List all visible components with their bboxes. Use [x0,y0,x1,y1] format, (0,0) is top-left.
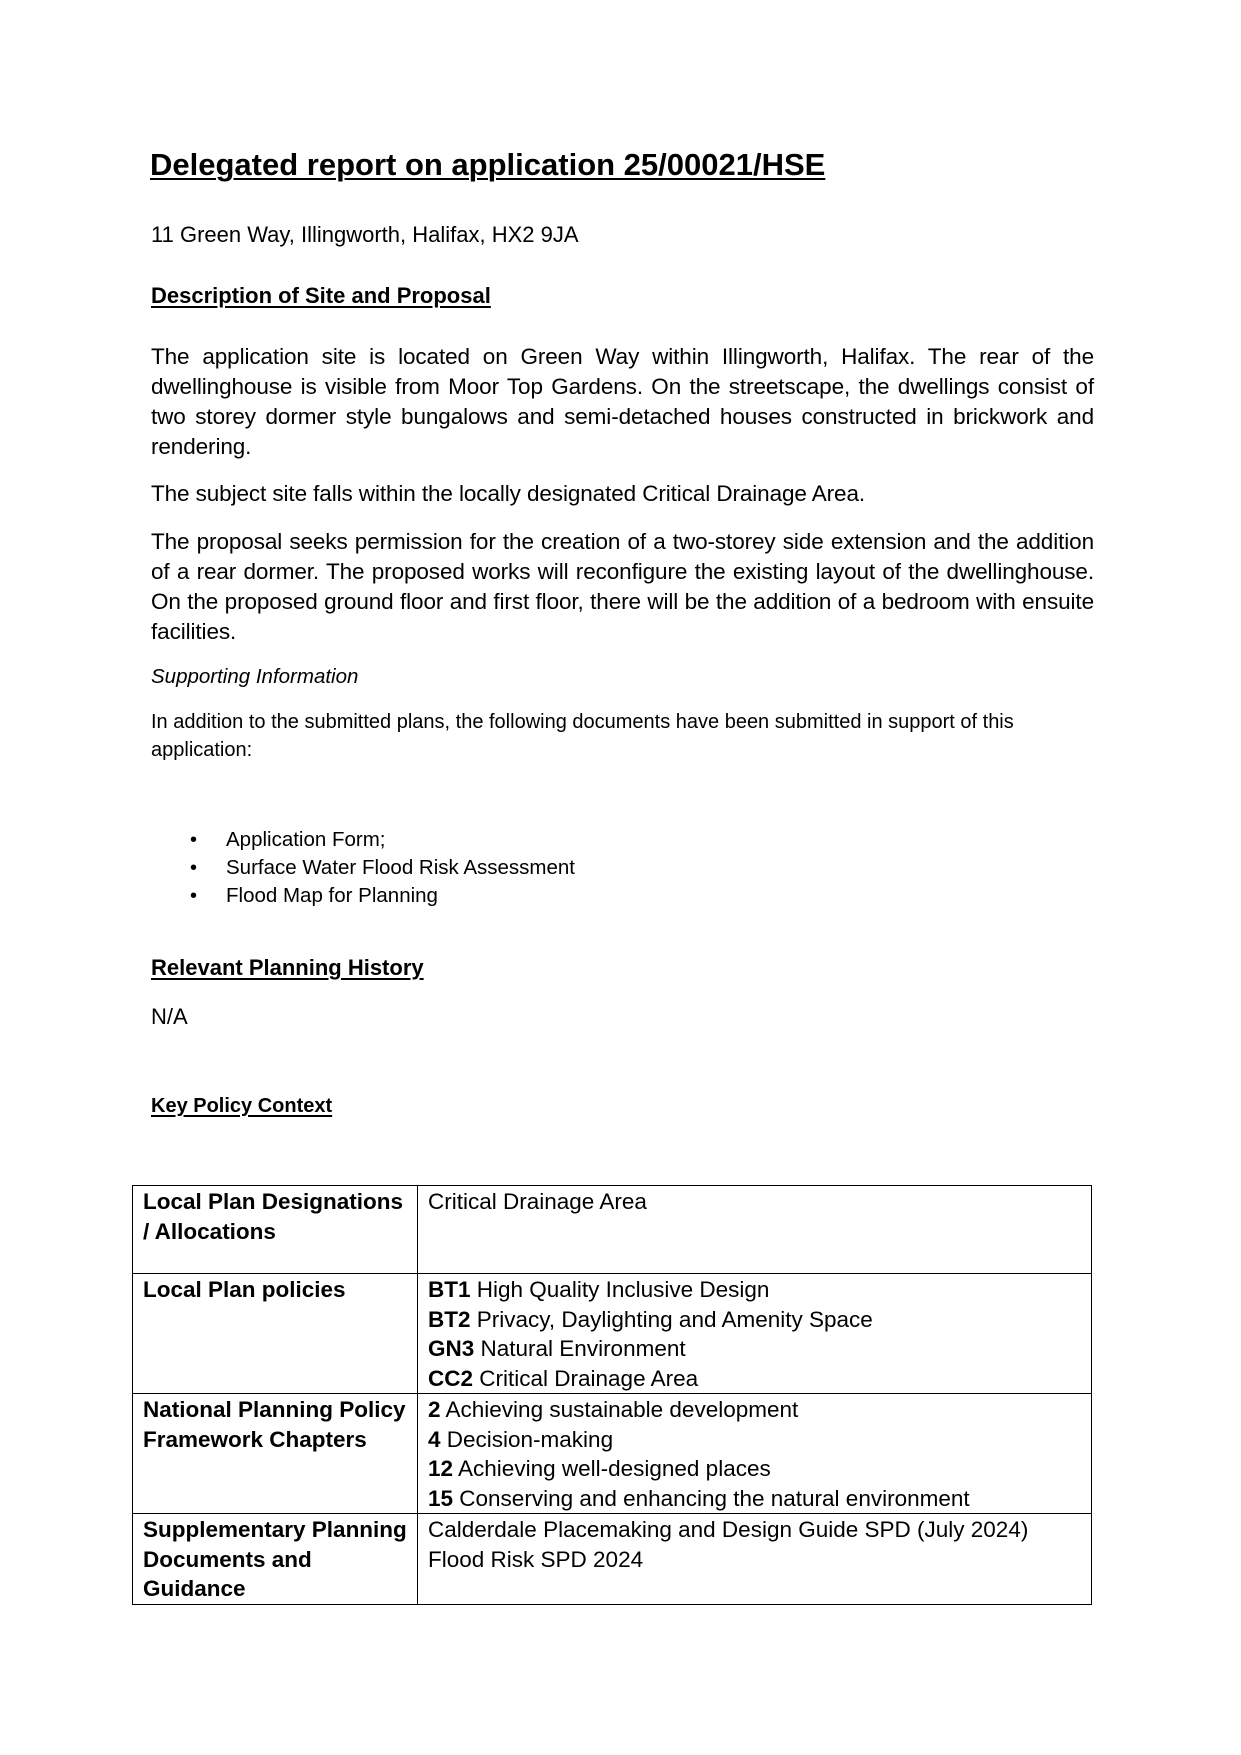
policy-label-designations: Local Plan Designations / Allocations [133,1186,418,1274]
policy-table [132,1185,1092,1605]
key-policy-heading: Key Policy Context [151,1095,333,1117]
policy-item: BT1 High Quality Inclusive Design [428,1277,770,1302]
policy-label-local-plan: Local Plan policies [133,1274,418,1394]
table-row [133,1274,1092,1394]
policy-item: Calderdale Placemaking and Design Guide SPD (July 2024) [428,1517,1029,1542]
description-paragraph-2: The subject site falls within the locally designated Critical Drainage Area. [151,481,866,506]
policy-values-spd [418,1514,1092,1605]
policy-item: 2 Achieving sustainable development [428,1397,799,1422]
policy-item: 4 Decision-making [428,1426,614,1452]
policy-item: Flood Risk SPD 2024 [428,1546,644,1572]
list-item: • Flood Map for Planning [190,882,575,910]
policy-item: 12 Achieving well-designed places [428,1456,771,1481]
planning-history-value: N/A [151,1004,188,1029]
policy-item: GN3 Natural Environment [428,1336,686,1361]
policy-item: 15 Conserving and enhancing the natural environment [428,1485,970,1511]
policy-item: CC2 Critical Drainage Area [428,1365,699,1391]
policy-values-nppf [418,1394,1092,1514]
table-row [133,1186,1092,1274]
description-paragraph-1: The application site is located on Green Way within Illingworth, Halifax. The rear of the dwellinghouse is visible from Moor Top Gardens. On the streetscape, the dwellings consist of two storey dormer style bungalows and semi-detached houses constructed in brickwork and rendering. [151,344,1094,459]
policy-values-local-plan [418,1274,1092,1394]
supporting-information-text: In addition to the submitted plans, the following documents have been submitted in support of this application: [151,711,1014,761]
supporting-documents-list [190,826,575,910]
policy-item: Critical Drainage Area [428,1189,647,1214]
site-address: 11 Green Way, Illingworth, Halifax, HX2 9JA [151,222,579,247]
list-item: • Application Form; [190,826,575,854]
policy-label-spd: Supplementary Planning Documents and Guidance [133,1514,418,1605]
description-paragraph-3: The proposal seeks permission for the creation of a two-storey side extension and the addition of a rear dormer. The proposed works will reconfigure the existing layout of the dwellinghouse. On the proposed ground floor and first floor, there will be the addition of a bedroom with ensuite facilities. [151,529,1094,644]
table-row [133,1514,1092,1605]
description-heading: Description of Site and Proposal [151,283,491,308]
policy-label-nppf: National Planning Policy Framework Chapters [133,1394,418,1514]
policy-values-designations [418,1186,1092,1274]
planning-history-heading: Relevant Planning History [151,955,424,980]
supporting-information-label: Supporting Information [151,665,359,688]
list-item: • Surface Water Flood Risk Assessment [190,854,575,882]
page-title: Delegated report on application 25/00021/HSE [150,147,826,182]
policy-item: BT2 Privacy, Daylighting and Amenity Space [428,1306,873,1332]
table-row [133,1394,1092,1514]
